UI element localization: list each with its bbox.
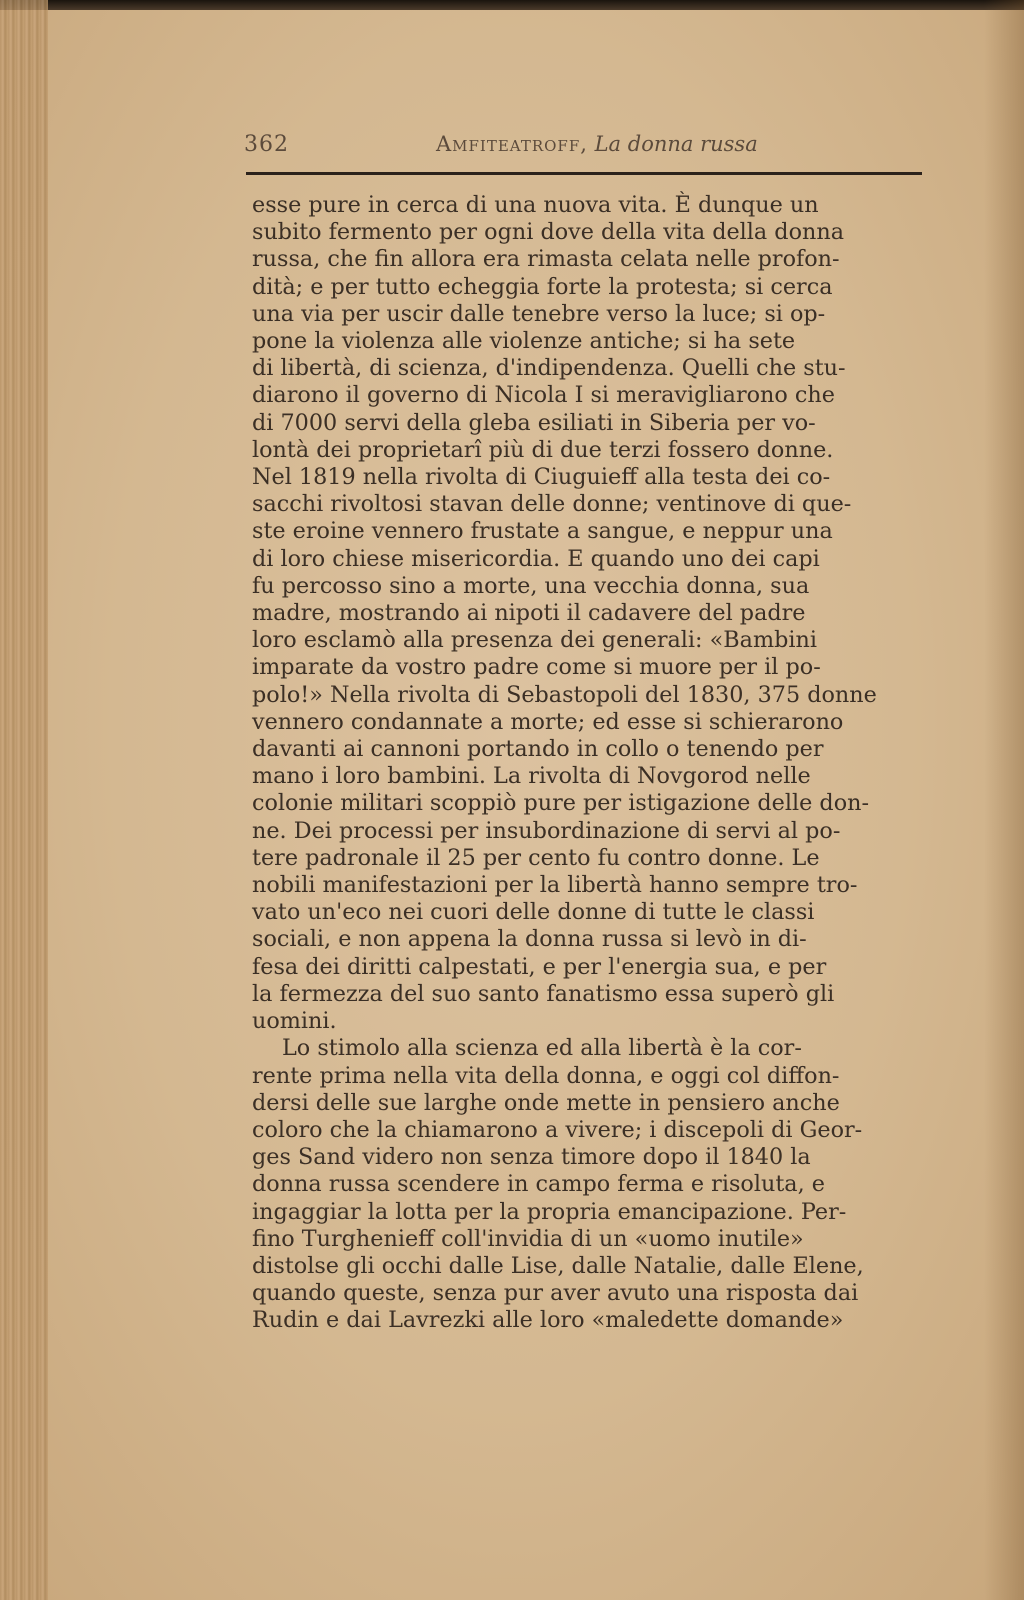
text-line: colonie militari scoppiò pure per istigazione delle don- xyxy=(252,790,870,817)
running-header xyxy=(244,128,924,160)
header-rule xyxy=(246,172,922,175)
running-title xyxy=(436,132,758,156)
text-line: russa, che fin allora era rimasta celata nelle profon- xyxy=(252,246,840,273)
header-author: Amfiteatroff, xyxy=(436,132,588,156)
text-line: sociali, e non appena la donna russa si levò in di- xyxy=(252,926,807,953)
text-line: madre, mostrando ai nipoti il cadavere del padre xyxy=(252,600,806,627)
text-line: vennero condannate a morte; ed esse si schierarono xyxy=(252,708,844,735)
text-line: Lo stimolo alla scienza ed alla libertà è la cor- xyxy=(282,1035,802,1062)
text-line: fu percosso sino a morte, una vecchia donna, sua xyxy=(252,572,810,599)
text-line: distolse gli occhi dalle Lise, dalle Natalie, dalle Elene, xyxy=(252,1252,864,1279)
text-line: coloro che la chiamarono a vivere; i discepoli di Geor- xyxy=(252,1116,863,1143)
text-line: ste eroine vennero frustate a sangue, e neppur una xyxy=(252,518,833,545)
text-line: diarono il governo di Nicola I si meravigliarono che xyxy=(252,382,835,409)
body-text xyxy=(252,192,922,1335)
text-line: dersi delle sue larghe onde mette in pensiero anche xyxy=(252,1089,840,1116)
text-line: fino Turghenieff coll'invidia di un «uomo inutile» xyxy=(252,1225,804,1252)
text-line: mano i loro bambini. La rivolta di Novgorod nelle xyxy=(252,763,811,790)
text-line: Nel 1819 nella rivolta di Ciuguieff alla testa dei co- xyxy=(252,464,831,491)
top-dark-edge xyxy=(0,0,1024,10)
text-line: rente prima nella vita della donna, e oggi col diffon- xyxy=(252,1062,840,1089)
text-line: uomini. xyxy=(252,1008,337,1035)
text-line: sacchi rivoltosi stavan delle donne; ventinove di que- xyxy=(252,491,852,518)
text-line: polo!» Nella rivolta di Sebastopoli del 1830, 375 donne xyxy=(252,681,877,708)
text-line: esse pure in cerca di una nuova vita. È dunque un xyxy=(252,192,819,218)
text-line: di 7000 servi della gleba esiliati in Siberia per vo- xyxy=(252,409,816,436)
text-line: davanti ai cannoni portando in collo o tenendo per xyxy=(252,736,824,763)
text-line: quando queste, senza pur aver avuto una risposta dai xyxy=(252,1280,859,1307)
page-right-shadow xyxy=(984,0,1024,1600)
text-line: la fermezza del suo santo fanatismo essa superò gli xyxy=(252,980,835,1007)
text-line: di libertà, di scienza, d'indipendenza. Quelli che stu- xyxy=(252,355,846,382)
text-line: nobili manifestazioni per la libertà hanno sempre tro- xyxy=(252,872,858,899)
text-line: lontà dei proprietarî più di due terzi fossero donne. xyxy=(252,436,834,463)
page-binding-edge xyxy=(0,0,48,1600)
header-title: La donna russa xyxy=(594,132,758,156)
page-number: 362 xyxy=(244,132,289,157)
text-line: Rudin e dai Lavrezki alle loro «maledette domande» xyxy=(252,1307,844,1334)
text-line: ges Sand videro non senza timore dopo il 1840 la xyxy=(252,1144,811,1171)
text-line: ne. Dei processi per insubordinazione di servi al po- xyxy=(252,817,841,844)
text-line: dità; e per tutto echeggia forte la protesta; si cerca xyxy=(252,273,833,300)
text-line: donna russa scendere in campo ferma e risoluta, e xyxy=(252,1171,825,1198)
text-line: pone la violenza alle violenze antiche; si ha sete xyxy=(252,328,796,355)
text-line: ingaggiar la lotta per la propria emancipazione. Per- xyxy=(252,1198,847,1225)
text-line: una via per uscir dalle tenebre verso la luce; si op- xyxy=(252,300,826,327)
text-line: di loro chiese misericordia. E quando uno dei capi xyxy=(252,545,820,572)
text-line: fesa dei diritti calpestati, e per l'energia sua, e per xyxy=(252,953,827,980)
text-line: tere padronale il 25 per cento fu contro donne. Le xyxy=(252,844,820,871)
text-line: loro esclamò alla presenza dei generali: «Bambini xyxy=(252,627,817,654)
text-line: vato un'eco nei cuori delle donne di tutte le classi xyxy=(252,899,815,926)
text-line: subito fermento per ogni dove della vita della donna xyxy=(252,219,845,246)
text-line: imparate da vostro padre come si muore per il po- xyxy=(252,654,821,681)
